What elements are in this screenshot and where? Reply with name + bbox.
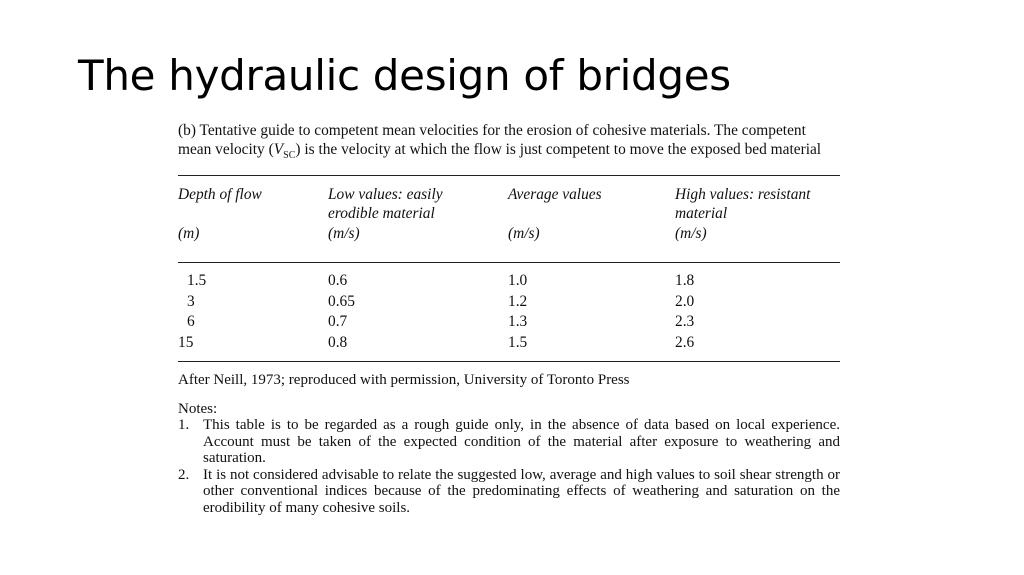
- cell-depth: 6: [187, 313, 195, 331]
- table-row: [178, 312, 840, 333]
- cell-depth: 1.5: [187, 272, 207, 290]
- header-depth: Depth of flow: [178, 186, 262, 204]
- note-number: 1.: [178, 417, 190, 434]
- cell-average: 1.3: [508, 313, 528, 331]
- header-depth-unit: (m): [178, 225, 200, 243]
- cell-depth: 3: [187, 292, 195, 310]
- slide-title: The hydraulic design of bridges: [78, 51, 731, 100]
- cell-low: 0.6: [328, 272, 348, 290]
- table-row: [178, 333, 840, 354]
- cell-high: 2.3: [675, 313, 695, 331]
- header-average-values: Average values: [508, 186, 602, 204]
- cell-average: 1.0: [508, 272, 528, 290]
- document-scan: [178, 122, 840, 516]
- header-average-unit: (m/s): [508, 225, 540, 243]
- caption-text-end: ) is the velocity at which the flow is just competent to move the exposed bed material: [295, 140, 822, 158]
- caption-symbol: V: [273, 140, 284, 158]
- table-caption: [178, 122, 840, 165]
- table-bottom-rule: [178, 361, 840, 362]
- caption-text-start: (b) Tentative guide to competent mean velocities for the erosion of cohesive materials. The competent mean velocity (: [178, 122, 806, 158]
- header-low-unit: (m/s): [328, 225, 360, 243]
- header-high-unit: (m/s): [675, 225, 707, 243]
- table-top-rule: [178, 175, 840, 176]
- table-body: [178, 271, 840, 353]
- table-header-rule: [178, 262, 840, 263]
- note-number: 2.: [178, 466, 190, 483]
- cell-low: 0.65: [328, 292, 355, 310]
- cell-high: 2.0: [675, 292, 695, 310]
- notes-heading: Notes:: [178, 401, 218, 418]
- cell-low: 0.8: [328, 333, 348, 351]
- table-header: [178, 186, 840, 252]
- header-low-values: Low values: easily erodible material: [328, 186, 443, 222]
- notes-section: [178, 401, 840, 516]
- source-citation: After Neill, 1973; reproduced with permission, University of Toronto Press: [178, 372, 630, 389]
- cell-average: 1.5: [508, 333, 528, 351]
- cell-high: 1.8: [675, 272, 695, 290]
- note-text: It is not considered advisable to relate the suggested low, average and high values to soil shear strength or other conventional indices because of the predominating effects of weathering and saturation on the erodibility of many cohesive soils.: [203, 466, 840, 516]
- caption-subscript: SC: [283, 149, 296, 161]
- header-high-values: High values: resistant material: [675, 186, 811, 222]
- cell-depth: 15: [178, 333, 194, 351]
- table-row: [178, 292, 840, 313]
- cell-average: 1.2: [508, 292, 528, 310]
- note-text: This table is to be regarded as a rough guide only, in the absence of data based on local experience. Account must be taken of the expected condition of the material after exposure to weathering and saturation.: [203, 417, 840, 467]
- note-item: [178, 417, 840, 466]
- table-row: [178, 271, 840, 292]
- note-item: [178, 467, 840, 516]
- cell-high: 2.6: [675, 333, 695, 351]
- cell-low: 0.7: [328, 313, 348, 331]
